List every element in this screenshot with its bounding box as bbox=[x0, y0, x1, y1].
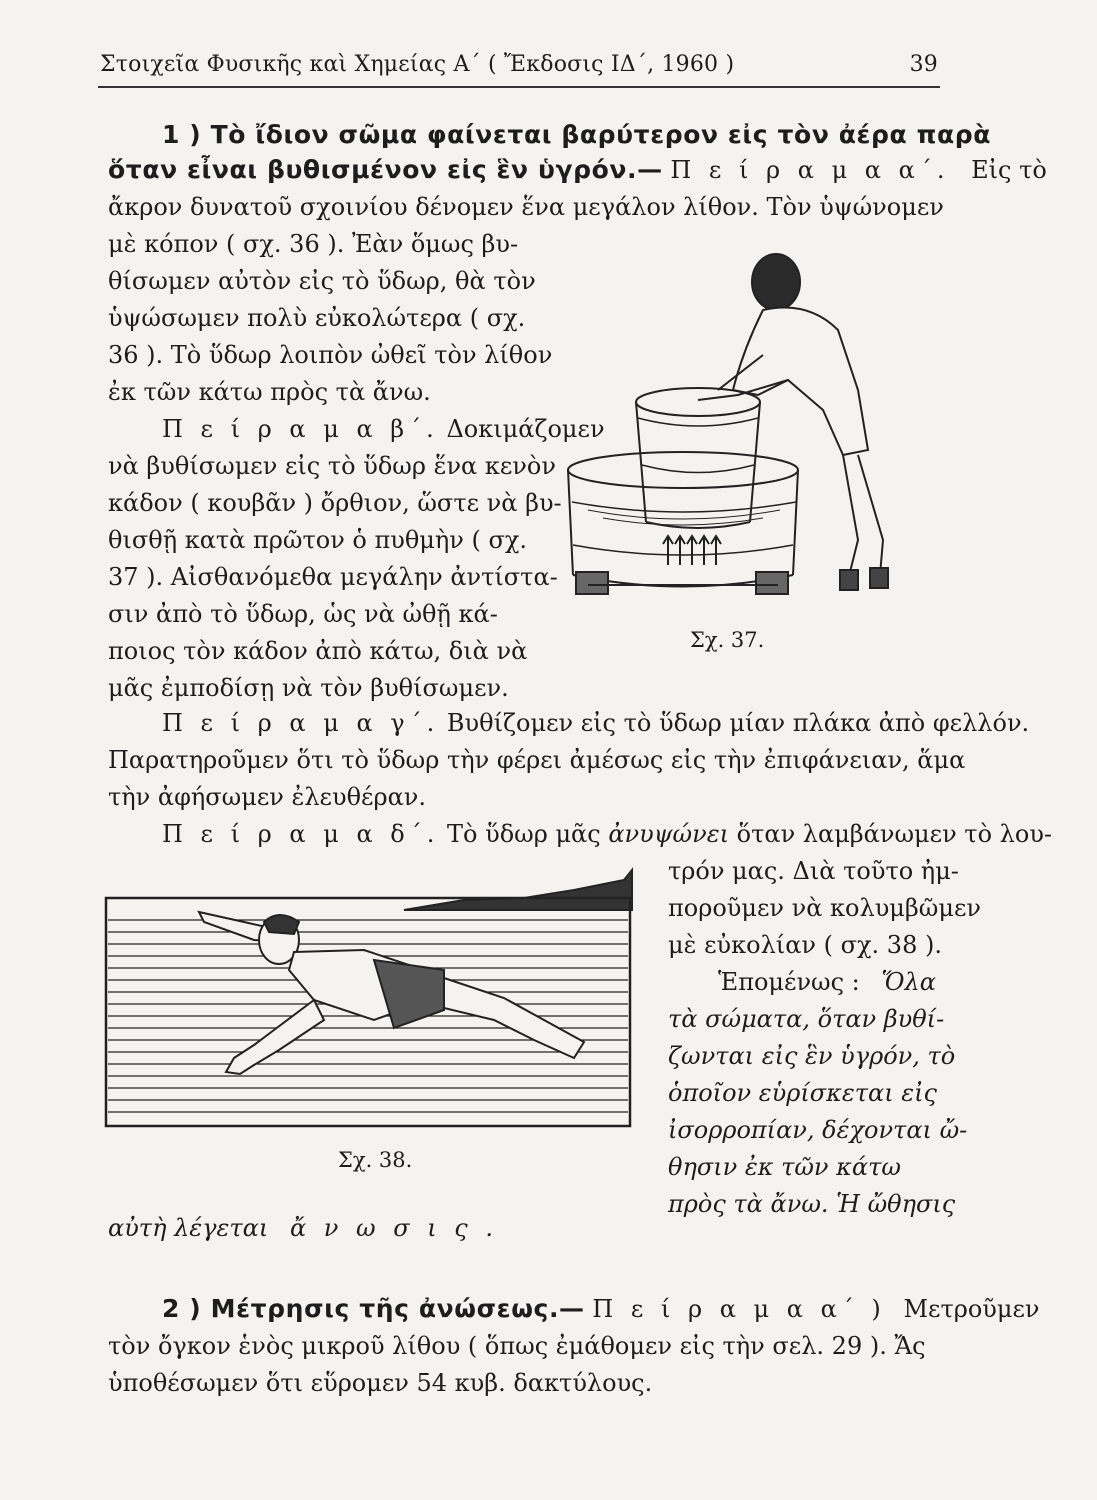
rule-line: θησιν ἐκ τῶν κάτω bbox=[668, 1153, 901, 1181]
experiment-a-line1-tail: Εἰς τὸ bbox=[971, 156, 1047, 184]
exp-b-line: θισθῇ κατὰ πρῶτον ὁ πυθμὴν ( σχ. bbox=[108, 526, 528, 554]
exp-b-line: σιν ἀπὸ τὸ ὕδωρ, ὡς νὰ ὠθῇ κά- bbox=[108, 600, 498, 628]
anosis-term: ἄ ν ω σ ι ς . bbox=[289, 1214, 498, 1242]
swimmer bbox=[199, 912, 584, 1074]
section2-experiment-label: Π ε ί ρ α μ α α΄ ) bbox=[592, 1295, 886, 1323]
figure-37-caption: Σχ. 37. bbox=[690, 628, 765, 652]
experiment-b-label: Π ε ί ρ α μ α β΄. bbox=[162, 415, 439, 443]
exp-a-line: θίσωμεν αὐτὸν εἰς τὸ ὕδωρ, θὰ τὸν bbox=[108, 267, 536, 295]
rule-last-italic: αὐτὴ λέγεται bbox=[108, 1214, 269, 1242]
experiment-a-label: Π ε ί ρ α μ α α΄. bbox=[670, 156, 950, 184]
boy-head bbox=[752, 254, 800, 310]
consequently-line bbox=[718, 966, 936, 999]
exp-a-line: ὑψώσωμεν πολὺ εὐκολώτερα ( σχ. bbox=[108, 304, 526, 332]
experiment-d-line1-tail: Τὸ ὕδωρ μᾶς bbox=[447, 820, 601, 848]
exp-a-line: ἄκρον δυνατοῦ σχοινίου δένομεν ἕνα μεγάλον λίθον. Τὸν ὑψώνομεν bbox=[108, 193, 944, 221]
consequently-label: Ἑπομένως : bbox=[718, 968, 860, 996]
exp-b-line: νὰ βυθίσωμεν εἰς τὸ ὕδωρ ἕνα κενὸν bbox=[108, 452, 556, 480]
running-title: Στοιχεῖα Φυσικῆς καὶ Χημείας Α΄ ( Ἔκδοσις ΙΔ΄, 1960 ) bbox=[100, 52, 735, 77]
experiment-d-line1-end: ὅταν λαμβάνωμεν τὸ λου- bbox=[736, 820, 1053, 848]
section2-heading-line bbox=[162, 1292, 1040, 1326]
exp-d-right-line: ποροῦμεν νὰ κολυμβῶμεν bbox=[668, 894, 981, 922]
experiment-d-label: Π ε ί ρ α μ α δ΄. bbox=[162, 820, 440, 848]
exp-d-right-line: μὲ εὐκολίαν ( σχ. 38 ). bbox=[668, 931, 942, 959]
upthrust-arrows bbox=[663, 536, 721, 565]
exp-c-line: τὴν ἀφήσωμεν ἐλευθέραν. bbox=[108, 783, 426, 811]
exp-d-line1 bbox=[162, 818, 1052, 851]
exp-d-right-line: τρόν μας. Διὰ τοῦτο ἠμ- bbox=[668, 857, 959, 885]
rule-last-line bbox=[108, 1212, 498, 1245]
rule-line: τὰ σώματα, ὅταν βυθί- bbox=[668, 1005, 945, 1033]
page-number: 39 bbox=[909, 52, 938, 77]
figure-37-illustration bbox=[558, 240, 930, 620]
figure-38-illustration bbox=[104, 860, 639, 1130]
exp-b-line: μᾶς ἐμποδίσῃ νὰ τὸν βυθίσωμεν. bbox=[108, 674, 509, 702]
exp-c-line1 bbox=[162, 707, 1029, 740]
figure-38-caption: Σχ. 38. bbox=[338, 1148, 413, 1172]
rule-line: ζωνται εἰς ἓν ὑγρόν, τὸ bbox=[668, 1042, 956, 1070]
header-rule bbox=[98, 86, 940, 88]
section1-heading-line1: 1 ) Τὸ ἴδιον σῶμα φαίνεται βαρύτερον εἰς τὸν ἀέρα παρὰ bbox=[162, 120, 992, 149]
rule-line: ὁποῖον εὑρίσκεται εἰς bbox=[668, 1079, 937, 1107]
rule-line: πρὸς τὰ ἄνω. Ἡ ὤθησις bbox=[668, 1190, 956, 1218]
exp-b-line: 37 ). Αἰσθανόμεθα μεγάλην ἀντίστα- bbox=[108, 563, 558, 591]
exp-b-line1 bbox=[162, 413, 605, 446]
rule-line: ἰσορροπίαν, δέχονται ὤ- bbox=[668, 1116, 968, 1144]
exp-b-line: κάδον ( κουβᾶν ) ὄρθιον, ὥστε νὰ βυ- bbox=[108, 489, 562, 517]
section2-heading: 2 ) Μέτρησις τῆς ἀνώσεως.— bbox=[162, 1294, 585, 1323]
rule-start: Ὅλα bbox=[881, 968, 936, 996]
exp-b-line: ποιος τὸν κάδον ἀπὸ κάτω, διὰ νὰ bbox=[108, 637, 528, 665]
exp-a-line: μὲ κόπον ( σχ. 36 ). Ἐὰν ὅμως βυ- bbox=[108, 230, 519, 258]
section1-heading-line2 bbox=[108, 153, 1047, 187]
exp-c-line: Παρατηροῦμεν ὅτι τὸ ὕδωρ τὴν φέρει ἀμέσως εἰς τὴν ἐπιφάνειαν, ἅμα bbox=[108, 746, 966, 774]
experiment-c-line1-tail: Βυθίζομεν εἰς τὸ ὕδωρ μίαν πλάκα ἀπὸ φελλόν. bbox=[446, 709, 1030, 737]
exp-a-line: 36 ). Τὸ ὕδωρ λοιπὸν ὠθεῖ τὸν λίθον bbox=[108, 341, 553, 369]
section1-heading-part2: ὅταν εἶναι βυθισμένον εἰς ἓν ὑγρόν.— bbox=[108, 155, 663, 184]
experiment-c-label: Π ε ί ρ α μ α γ΄. bbox=[162, 709, 440, 737]
exp-a-line: ἐκ τῶν κάτω πρὸς τὰ ἄνω. bbox=[108, 378, 431, 406]
running-header bbox=[100, 52, 938, 77]
section2-line: ὑποθέσωμεν ὅτι εὕρομεν 54 κυβ. δακτύλους. bbox=[108, 1369, 653, 1397]
experiment-b-line1-tail: Δοκιμάζομεν bbox=[446, 415, 605, 443]
tub-rim bbox=[568, 452, 798, 488]
section2-line: τὸν ὄγκον ἑνὸς μικροῦ λίθου ( ὅπως ἐμάθομεν εἰς τὴν σελ. 29 ). Ἄς bbox=[108, 1332, 926, 1360]
section2-line1-tail: Μετροῦμεν bbox=[903, 1295, 1040, 1323]
experiment-d-italic-word: ἀνυψώνει bbox=[608, 820, 729, 848]
